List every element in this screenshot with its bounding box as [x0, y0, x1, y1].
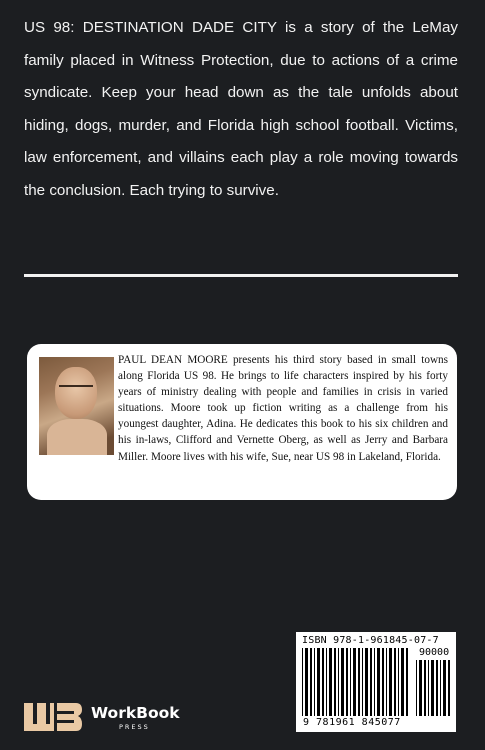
author-bio-text: PAUL DEAN MOORE presents his third story based in small towns along Florida US 98. He brings to life characters inspired by his forty years of ministry dealing with people and families in crisis in varied situations. Moore took up fiction writing as a challenge from his youngest daughter, Adina. He dedicates this book to his six children and his in-laws, Clifford and Vernette Oberg, as well as Jerry and Barbara Miller. Moore lives with his wife, Sue, near US 98 in Lakeland, Florida.	[118, 354, 448, 463]
divider-rule	[24, 274, 458, 277]
publisher-name: WorkBook	[91, 704, 180, 722]
isbn-barcode	[296, 632, 456, 732]
barcode-addon: 90000	[419, 647, 450, 658]
workbook-press-logo-icon	[24, 702, 84, 732]
author-bio-box	[27, 344, 457, 500]
publisher-sub: PRESS	[119, 723, 150, 731]
barcode-digits: 9 781961 845077	[303, 717, 401, 728]
isbn-label: ISBN 978-1-961845-07-7	[302, 635, 439, 646]
back-cover-blurb: US 98: DESTINATION DADE CITY is a story of the LeMay family placed in Witness Protection, due to actions of a crime syndicate. Keep your head down as the tale unfolds about hiding, dogs, murder, and Florida high school football. Victims, law enforcement, and villains each play a role moving towards the conclusion. Each trying to survive.	[24, 19, 458, 199]
author-photo	[39, 357, 114, 455]
